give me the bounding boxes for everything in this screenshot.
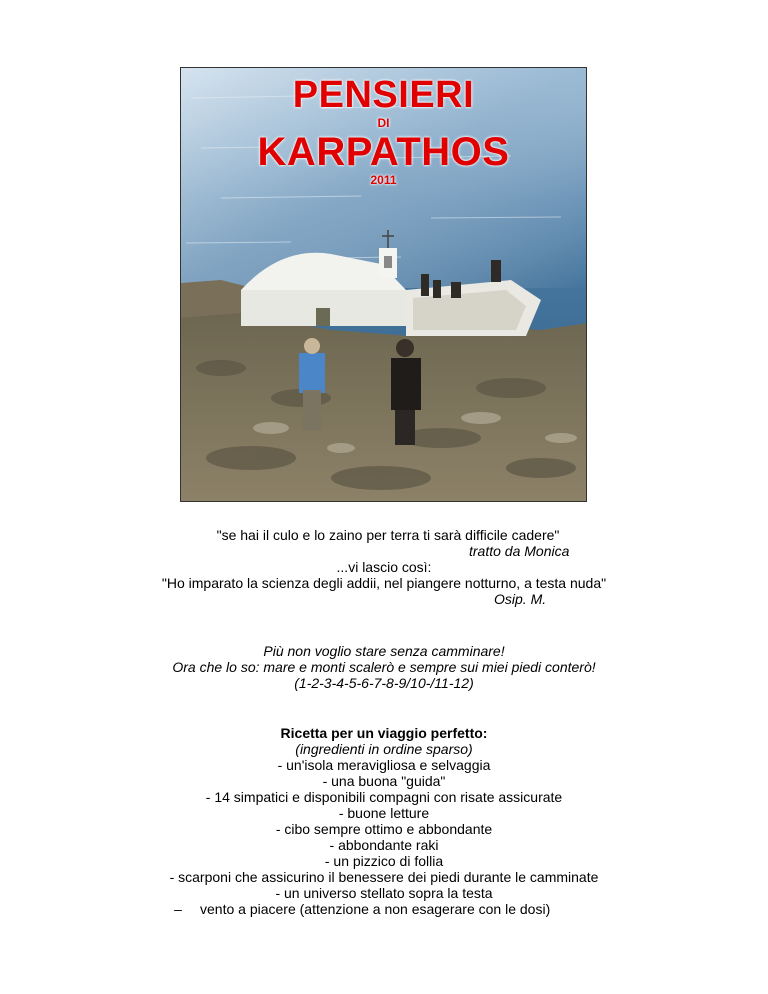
recipe-item: - buone letture	[338, 805, 430, 821]
recipe-item: - scarponi che assicurino il benessere dei piedi durante le camminate	[169, 869, 599, 885]
poem-block	[0, 643, 768, 691]
quote-osip: "Ho imparato la scienza degli addii, nel piangere notturno, a testa nuda"	[161, 575, 607, 591]
recipe-item: - cibo sempre ottimo e abbondante	[275, 821, 493, 837]
cover-title-karpathos: KARPATHOS	[257, 130, 510, 174]
recipe-subtitle: (ingredienti in ordine sparso)	[295, 741, 473, 757]
recipe-item: - abbondante raki	[329, 837, 439, 853]
cover-title-pensieri: PENSIERI	[292, 74, 475, 116]
recipe-item-last	[0, 901, 768, 917]
dash-bullet-icon: –	[174, 901, 182, 917]
poem-line-3: (1-2-3-4-5-6-7-8-9/10-/11-12)	[294, 675, 474, 691]
quote-monica-source: tratto da Monica	[469, 543, 570, 559]
cover-year: 2011	[370, 173, 397, 187]
quote-osip-source: Osip. M.	[494, 591, 547, 607]
recipe-item: - un universo stellato sopra la testa	[275, 885, 493, 901]
poem-line-1: Più non voglio stare senza camminare!	[263, 643, 505, 659]
quotes-block	[0, 527, 768, 607]
cover-photo	[180, 67, 587, 502]
recipe-item: - un'isola meravigliosa e selvaggia	[277, 757, 491, 773]
cover-title-di: DI	[377, 116, 390, 130]
quote-intro: ...vi lascio così:	[336, 559, 432, 575]
recipe-title: Ricetta per un viaggio perfetto:	[280, 725, 488, 741]
quote-monica: "se hai il culo e lo zaino per terra ti sarà difficile cadere"	[216, 527, 560, 543]
poem-line-2: Ora che lo so: mare e monti scalerò e sempre sui miei piedi conterò!	[172, 659, 596, 675]
recipe-last-item-text: vento a piacere (attenzione a non esagerare con le dosi)	[200, 901, 551, 917]
recipe-item: - una buona "guida"	[322, 773, 446, 789]
recipe-item: - un pizzico di follia	[324, 853, 444, 869]
recipe-block	[0, 725, 768, 917]
recipe-item: - 14 simpatici e disponibili compagni con risate assicurate	[205, 789, 563, 805]
